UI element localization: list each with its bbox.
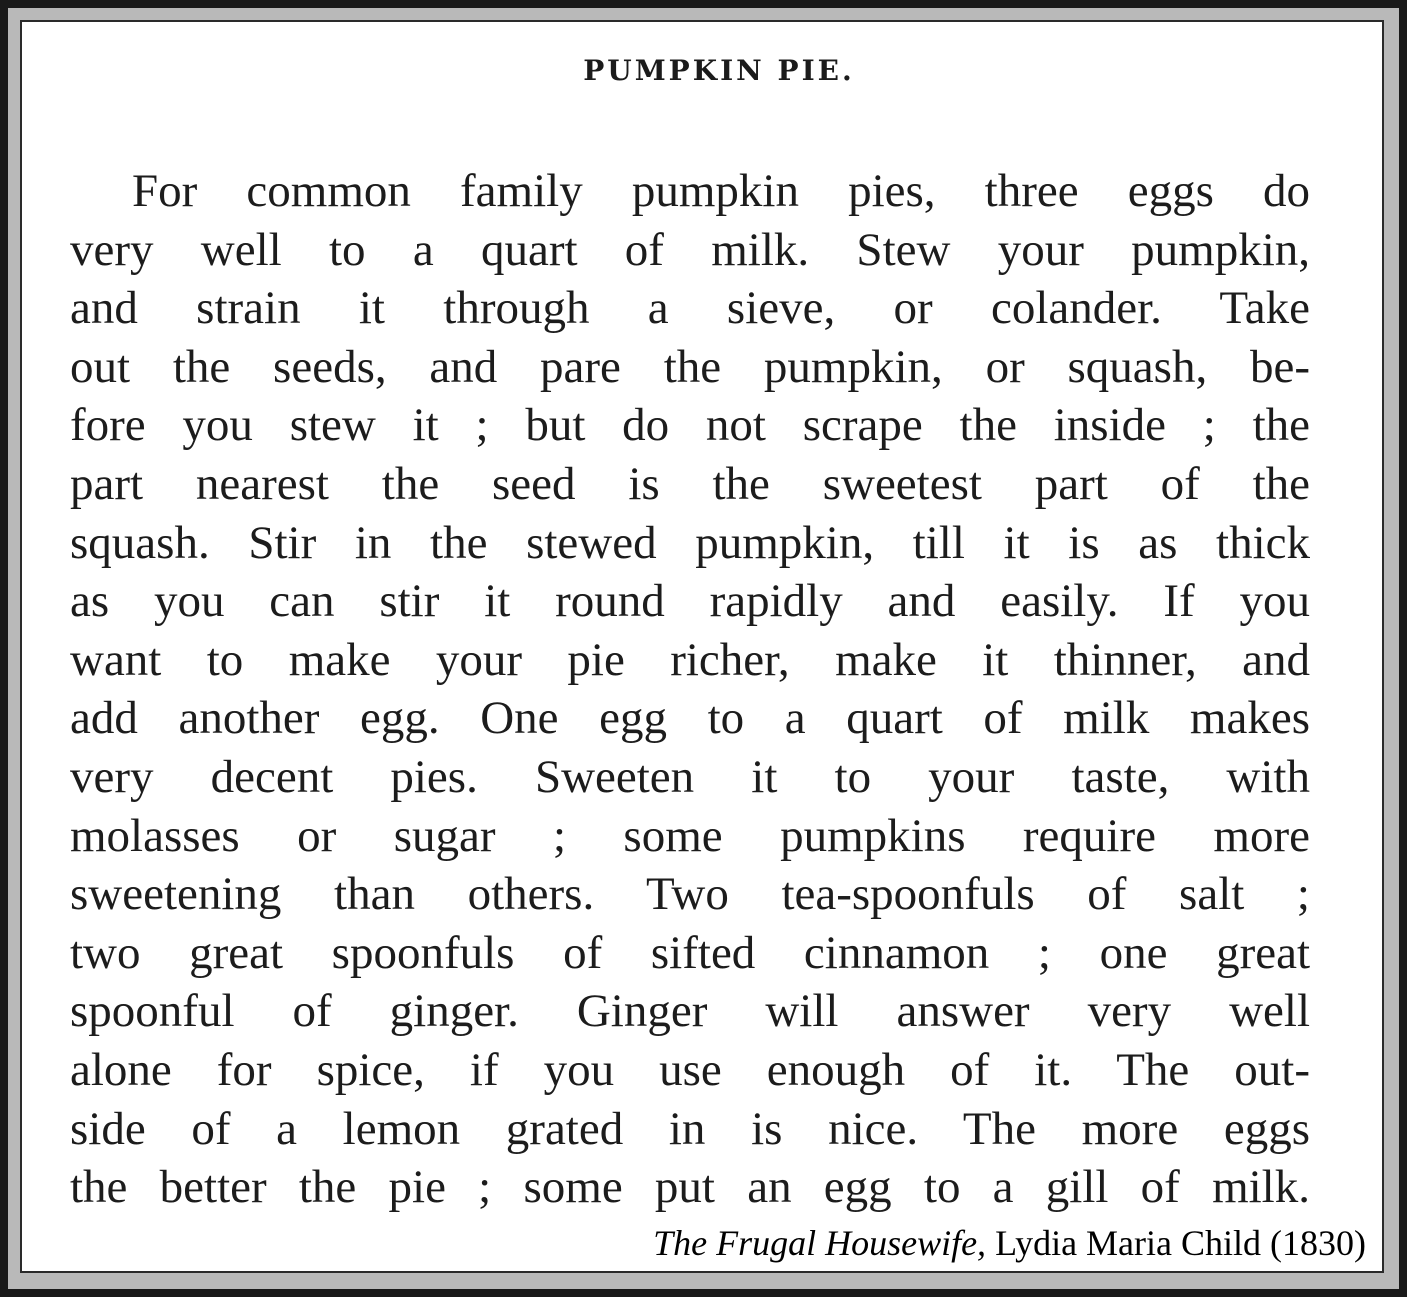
- book-title: The Frugal Housewife,: [653, 1223, 987, 1263]
- text-line: the better the pie ; some put an egg to a gill of milk.: [70, 1161, 1310, 1214]
- source-caption: [653, 1222, 1366, 1264]
- text-line: very well to a quart of milk. Stew your pumpkin,: [70, 223, 1310, 276]
- text-line: sweetening than others. Two tea-spoonfuls of salt ;: [70, 868, 1310, 921]
- text-line: out the seeds, and pare the pumpkin, or squash, be-: [70, 340, 1310, 393]
- text-line: add another egg. One egg to a quart of milk makes: [70, 692, 1310, 745]
- text-line: two great spoonfuls of sifted cinnamon ; one great: [70, 926, 1310, 979]
- text-line: and strain it through a sieve, or colander. Take: [70, 282, 1310, 335]
- text-line: fore you stew it ; but do not scrape the inside ; the: [70, 399, 1310, 452]
- text-line: alone for spice, if you use enough of it. The out-: [70, 1043, 1310, 1096]
- scanned-page: [20, 20, 1384, 1273]
- text-line: want to make your pie richer, make it thinner, and: [70, 633, 1310, 686]
- text-line: For common family pumpkin pies, three eggs do: [132, 165, 1310, 217]
- text-line: spoonful of ginger. Ginger will answer very well: [70, 985, 1310, 1038]
- text-line: molasses or sugar ; some pumpkins require more: [70, 809, 1310, 862]
- text-line: very decent pies. Sweeten it to your taste, with: [70, 750, 1310, 803]
- text-line: side of a lemon grated in is nice. The more eggs: [70, 1102, 1310, 1155]
- recipe-body: [70, 162, 1310, 1217]
- recipe-heading: PUMPKIN PIE.: [583, 54, 855, 87]
- text-line: as you can stir it round rapidly and easily. If you: [70, 575, 1310, 628]
- text-line: squash. Stir in the stewed pumpkin, till it is as thick: [70, 516, 1310, 569]
- text-line: part nearest the seed is the sweetest part of the: [70, 457, 1310, 510]
- author-year: Lydia Maria Child (1830): [995, 1223, 1366, 1263]
